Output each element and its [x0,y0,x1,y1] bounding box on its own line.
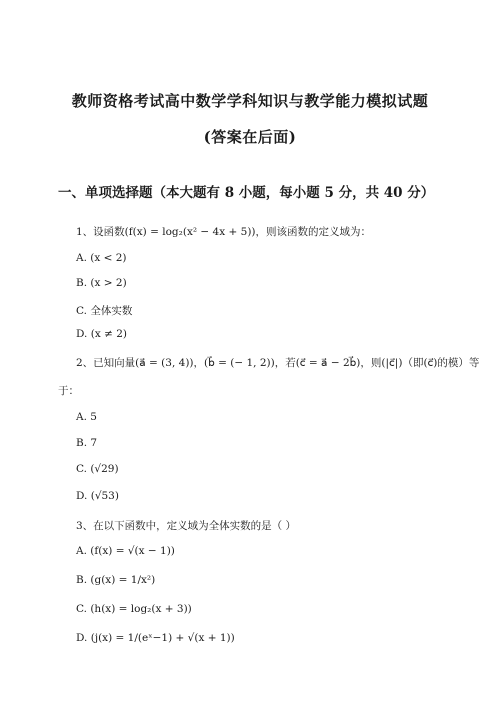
question-2-option-a: A. 5 [76,411,97,423]
document-title: 教师资格考试高中数学学科知识与教学能力模拟试题 [71,92,429,110]
question-2-option-d: D. (√53) [76,490,119,502]
question-3-option-c: C. (h(x) = log₂(x + 3)) [76,603,192,615]
question-3-stem: 3、在以下函数中，定义域为全体实数的是（ ） [76,520,297,532]
question-1-stem: 1、设函数(f(x) = log₂(x² − 4x + 5))，则该函数的定义域为： [76,226,372,238]
question-3-option-b: B. (g(x) = 1/x²) [76,574,156,586]
question-2-stem: 2、已知向量(a⃗ = (3, 4))，(b⃗ = (− 1, 2))，若(c⃗ = a⃗ − 2b⃗)，则(|c⃗|)（即(c⃗)的模）等 [76,357,480,369]
question-1-option-b: B. (x > 2) [76,277,127,289]
question-1-option-c: C. 全体实数 [76,305,133,317]
section-heading: 一、单项选择题（本大题有 8 小题，每小题 5 分，共 40 分） [58,185,435,201]
question-2-option-b: B. 7 [76,437,98,449]
question-1-option-a: A. (x < 2) [76,252,127,264]
question-3-option-d: D. (j(x) = 1/(eˣ−1) + √(x + 1)) [76,632,235,644]
question-2-option-c: C. (√29) [76,463,119,475]
question-3-option-a: A. (f(x) = √(x − 1)) [76,545,175,557]
question-2-stem-continued: 于： [58,385,79,397]
question-1-option-d: D. (x ≠ 2) [76,328,127,340]
document-subtitle: (答案在后面) [203,128,297,146]
